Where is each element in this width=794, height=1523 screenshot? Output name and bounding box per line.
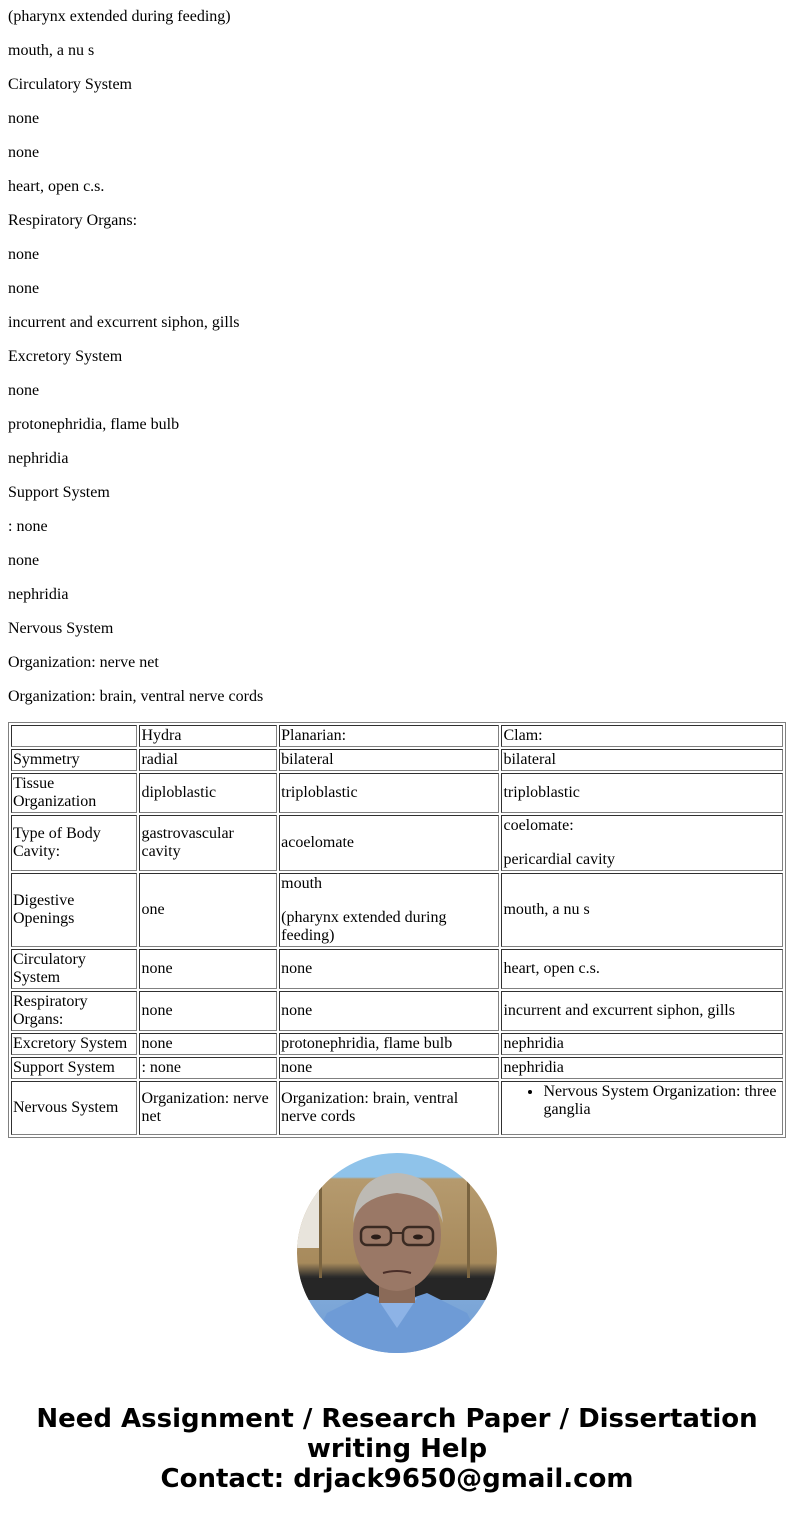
cta-line: writing Help — [306, 1434, 488, 1464]
cell-planarian: none — [279, 991, 499, 1031]
bullet-list — [503, 1083, 781, 1119]
text-line: incurrent and excurrent siphon, gills — [8, 314, 240, 331]
cta-contact-line: Contact: drjack9650@gmail.com — [160, 1464, 634, 1494]
comparison-table — [8, 722, 786, 1138]
table-row-nervous — [11, 1081, 783, 1135]
cell-clam: mouth, a nu s — [501, 873, 783, 947]
text-line: none — [8, 280, 40, 297]
header-cell-hydra: Hydra — [139, 725, 277, 747]
header-cell-empty — [11, 725, 137, 747]
cell-text: (pharynx extended during feeding) — [281, 909, 447, 944]
table-header-row — [11, 725, 783, 747]
row-label: Type of Body Cavity: — [11, 815, 137, 871]
header-cell-clam: Clam: — [501, 725, 783, 747]
table-row-excretory — [11, 1033, 783, 1055]
cell-hydra: none — [139, 949, 277, 989]
author-avatar — [297, 1153, 497, 1353]
cell-clam — [501, 1081, 783, 1135]
table-row-body-cavity — [11, 815, 783, 871]
row-label: Tissue Organization — [11, 773, 137, 813]
row-label: Excretory System — [11, 1033, 137, 1055]
text-line: nephridia — [8, 450, 69, 467]
text-line: mouth, a nu s — [8, 42, 95, 59]
cell-hydra: none — [139, 991, 277, 1031]
text-line: protonephridia, flame bulb — [8, 416, 180, 433]
cell-planarian: none — [279, 1057, 499, 1079]
cell-text: coelomate: — [503, 817, 574, 834]
row-label: Digestive Openings — [11, 873, 137, 947]
text-line: Organization: brain, ventral nerve cords — [8, 688, 264, 705]
document-body — [8, 0, 786, 1138]
text-line: heart, open c.s. — [8, 178, 105, 195]
text-line: none — [8, 552, 40, 569]
cell-planarian: Organization: brain, ventral nerve cords — [279, 1081, 499, 1135]
cell-clam: bilateral — [501, 749, 783, 771]
cell-hydra: one — [139, 873, 277, 947]
cell-planarian: none — [279, 949, 499, 989]
cell-text: mouth — [281, 875, 323, 892]
table-row-support — [11, 1057, 783, 1079]
text-line: none — [8, 144, 40, 161]
contact-banner — [0, 1404, 794, 1494]
row-label: Nervous System — [11, 1081, 137, 1135]
row-label: Symmetry — [11, 749, 137, 771]
text-line: none — [8, 382, 40, 399]
bullet-item: • Nervous System Organization: three ganglia — [543, 1083, 781, 1119]
row-label: Respiratory Organs: — [11, 991, 137, 1031]
cell-clam: triploblastic — [501, 773, 783, 813]
cell-planarian: acoelomate — [279, 815, 499, 871]
text-line: Organization: nerve net — [8, 654, 159, 671]
portrait-image — [297, 1153, 497, 1353]
text-line: Nervous System — [8, 620, 114, 637]
table-row-symmetry — [11, 749, 783, 771]
text-line: : none — [8, 518, 48, 535]
cell-hydra: : none — [139, 1057, 277, 1079]
text-line: Excretory System — [8, 348, 123, 365]
cell-hydra: none — [139, 1033, 277, 1055]
cell-hydra: Organization: nerve net — [139, 1081, 277, 1135]
cell-planarian — [279, 873, 499, 947]
cta-line: Need Assignment / Research Paper / Dissertation — [36, 1404, 758, 1434]
cell-clam: nephridia — [501, 1033, 783, 1055]
table-row-digestive — [11, 873, 783, 947]
row-label: Circulatory System — [11, 949, 137, 989]
cell-clam — [501, 815, 783, 871]
cell-clam: incurrent and excurrent siphon, gills — [501, 991, 783, 1031]
text-line: Circulatory System — [8, 76, 132, 93]
table-row-circulatory — [11, 949, 783, 989]
cell-clam: nephridia — [501, 1057, 783, 1079]
row-label: Support System — [11, 1057, 137, 1079]
text-line: none — [8, 110, 40, 127]
cell-planarian: bilateral — [279, 749, 499, 771]
text-line: Support System — [8, 484, 110, 501]
cell-text: pericardial cavity — [503, 851, 615, 868]
text-line: (pharynx extended during feeding) — [8, 8, 231, 25]
cell-hydra: diploblastic — [139, 773, 277, 813]
cell-clam: heart, open c.s. — [501, 949, 783, 989]
cell-hydra: gastrovascular cavity — [139, 815, 277, 871]
text-line: Respiratory Organs: — [8, 212, 138, 229]
text-line: none — [8, 246, 40, 263]
cell-planarian: triploblastic — [279, 773, 499, 813]
text-line: nephridia — [8, 586, 69, 603]
table-row-tissue — [11, 773, 783, 813]
table-row-respiratory — [11, 991, 783, 1031]
header-cell-planarian: Planarian: — [279, 725, 499, 747]
cell-planarian: protonephridia, flame bulb — [279, 1033, 499, 1055]
cell-hydra: radial — [139, 749, 277, 771]
